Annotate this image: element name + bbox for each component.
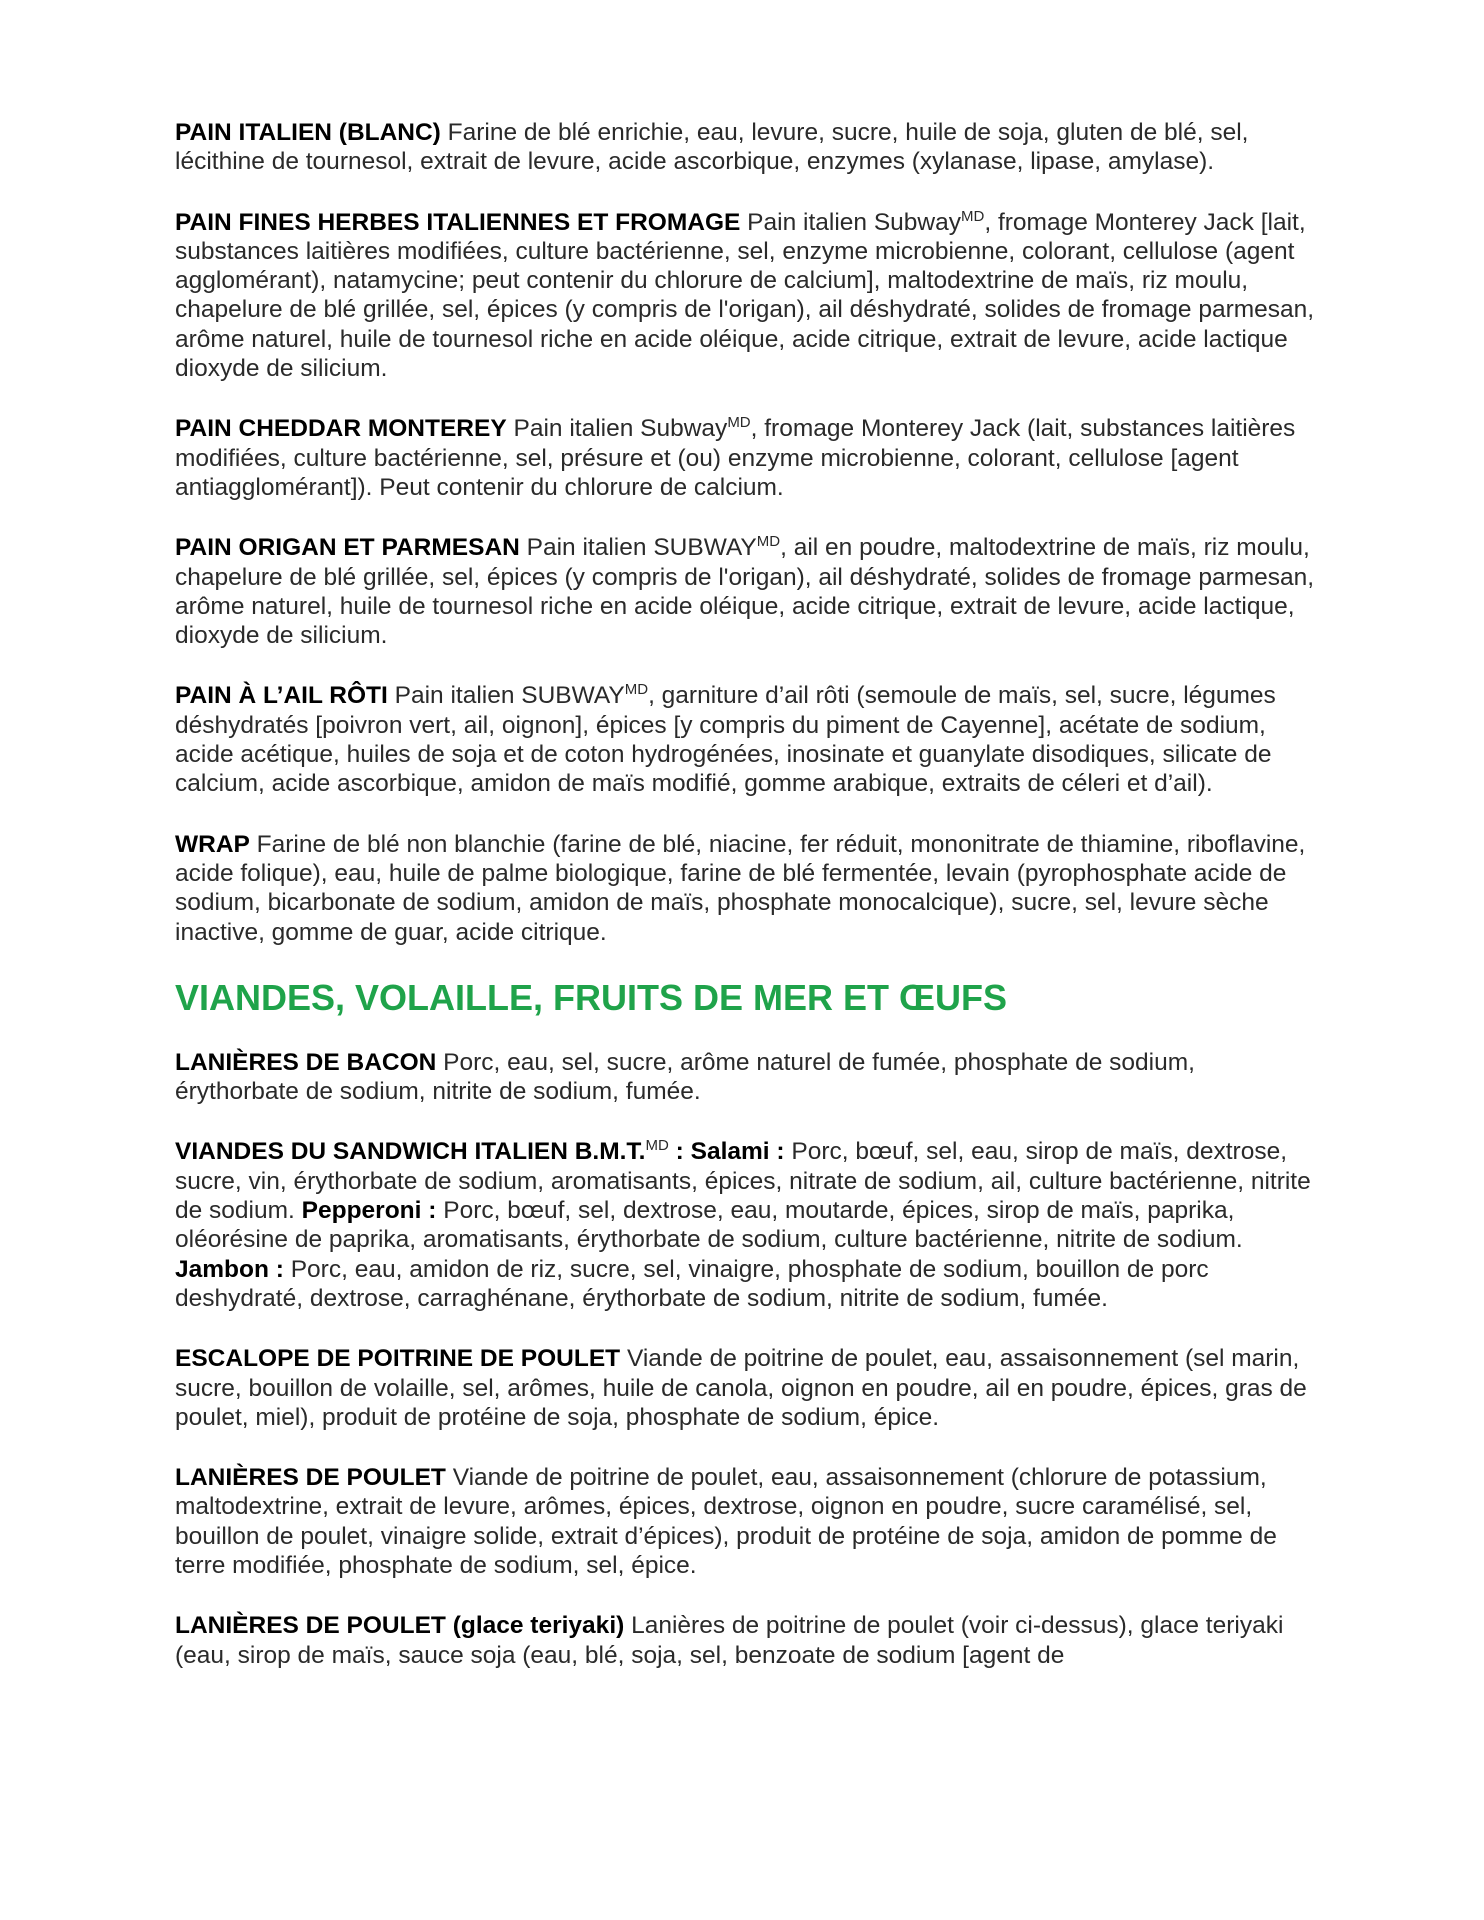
section-heading: VIANDES, VOLAILLE, FRUITS DE MER ET ŒUFS — [175, 976, 1008, 1018]
entry-text: Viande de poitrine de poulet, eau, assaisonnement (sel marin, sucre, bouillon de volaille, sel, arômes, huile de canola, oignon en poudre, ail en poudre, épices, gras de poulet, miel), produit de protéine de soja, phosphate de sodium, épice. — [175, 1345, 1307, 1431]
jambon-text: Porc, eau, amidon de riz, sucre, sel, vinaigre, phosphate de sodium, bouillon de porc deshydraté, dextrose, carraghénane, érythorbate de sodium, nitrite de sodium, fumée. — [175, 1255, 1209, 1312]
entry-pain-italien-blanc — [175, 118, 1325, 177]
entry-title: ESCALOPE DE POITRINE DE POULET — [175, 1345, 621, 1373]
entry-title: LANIÈRES DE POULET — [175, 1464, 446, 1492]
entry-title: PAIN À L’AIL RÔTI — [175, 682, 388, 710]
entry-text: , fromage Monterey Jack (lait, substances laitières modifiées, culture bactérienne, sel, présure et (ou) enzyme microbienne, colorant, cellulose [agent antiagglomérant]). Peut contenir du chlorure de calcium. — [175, 415, 1296, 501]
entry-text: Porc, eau, sel, sucre, arôme naturel de fumée, phosphate de sodium, érythorbate de sodium, nitrite de sodium, fumée. — [175, 1048, 1195, 1106]
entry-lanieres-bacon — [175, 1048, 1325, 1107]
entry-text: Farine de blé non blanchie (farine de blé, niacine, fer réduit, mononitrate de thiamine, riboflavine, acide folique), eau, huile de palme biologique, farine de blé fermentée, levain (pyrophosphate acide de sodium, bicarbonate de sodium, amidon de maïs, phosphate monocalcique), sucre, sel, levure sèche inactive, gomme de guar, acide citrique. — [175, 830, 1306, 946]
trademark-mark: MD — [727, 414, 751, 432]
pepperoni-text: Porc, bœuf, sel, dextrose, eau, moutarde, épices, sirop de maïs, paprika, oléorésine de paprika, aromatisants, érythorbate de sodium, culture bactérienne, nitrite de sodium. — [175, 1197, 1243, 1254]
document-body — [175, 118, 1325, 1701]
entry-text: Farine de blé enrichie, eau, levure, sucre, huile de soja, gluten de blé, sel, lécithine de tournesol, extrait de levure, acide ascorbique, enzymes (xylanase, lipase, amylase). — [175, 119, 1249, 176]
entry-title: PAIN ORIGAN ET PARMESAN — [175, 534, 520, 562]
entry-text: Viande de poitrine de poulet, eau, assaisonnement (chlorure de potassium, maltodextrine, extrait de levure, arômes, épices, dextrose, oignon en poudre, sucre caramélisé, sel, bouillon de poulet, vinaigre solide, extrait d’épices), produit de protéine de soja, amidon de pomme de terre modifiée, phosphate de sodium, sel, épice. — [175, 1464, 1277, 1579]
entry-title: WRAP — [175, 830, 250, 858]
entry-title: LANIÈRES DE POULET (glace teriyaki) — [175, 1612, 625, 1640]
entry-text: Pain italien SUBWAY — [519, 534, 757, 562]
entry-title: VIANDES DU SANDWICH ITALIEN B.M.T. — [175, 1138, 646, 1166]
entry-title: PAIN FINES HERBES ITALIENNES ET FROMAGE — [175, 208, 741, 236]
trademark-mark: MD — [756, 533, 781, 551]
entry-text: Pain italien Subway — [740, 208, 961, 236]
trademark-mark: MD — [961, 207, 985, 225]
entry-text: , garniture d’ail rôti (semoule de maïs, sel, sucre, légumes déshydratés [poivron vert, ail, oignon], épices [y compris du piment de Cayenne], acétate de sodium, acide acétique, huiles de soja et de coton hydrogénées, inosinate et guanylate disodiques, silicate de calcium, acide ascorbique, amidon de maïs modifié, gomme arabique, extraits de céleri et d’ail). — [175, 682, 1276, 798]
salami-text: Porc, bœuf, sel, eau, sirop de maïs, dextrose, sucre, vin, érythorbate de sodium, aromatisants, épices, nitrate de sodium, ail, culture bactérienne, nitrite de sodium. — [175, 1138, 1311, 1225]
entry-text: , ail en poudre, maltodextrine de maïs, riz moulu, chapelure de blé grillée, sel, épices (y compris de l'origan), ail déshydraté, solides de fromage parmesan, arôme naturel, huile de tournesol riche en acide oléique, acide citrique, extrait de levure, acide lactique, dioxyde de silicium. — [175, 534, 1315, 650]
entry-lanieres-poulet — [175, 1463, 1325, 1580]
entry-pain-fines-herbes — [175, 208, 1325, 384]
entry-title: LANIÈRES DE BACON — [175, 1048, 437, 1076]
entry-pain-origan-parmesan — [175, 533, 1325, 650]
entry-escalope-poulet — [175, 1344, 1325, 1432]
entry-pain-cheddar-monterey — [175, 414, 1325, 502]
entry-wrap — [175, 830, 1325, 947]
entry-text: Pain italien Subway — [506, 415, 728, 443]
trademark-mark: MD — [645, 1137, 669, 1155]
jambon-label: Jambon : — [175, 1255, 284, 1283]
entry-viandes-bmt — [175, 1137, 1325, 1313]
pepperoni-label: Pepperoni : — [301, 1197, 437, 1225]
entry-text: Lanières de poitrine de poulet (voir ci-dessus), glace teriyaki (eau, sirop de maïs, sauce soja (eau, blé, soja, sel, benzoate de sodium [agent de — [175, 1612, 1284, 1669]
entry-title: PAIN ITALIEN (BLANC) — [175, 119, 441, 146]
entry-text: Pain italien SUBWAY — [387, 682, 625, 710]
entry-pain-ail-roti — [175, 681, 1325, 798]
trademark-mark: MD — [624, 681, 649, 699]
entry-title: PAIN CHEDDAR MONTEREY — [175, 415, 507, 443]
entry-text: , fromage Monterey Jack [lait, substances laitières modifiées, culture bactérienne, sel, enzyme microbienne, colorant, cellulose (agent agglomérant), natamycine; peut contenir du chlorure de calcium], maltodextrine de maïs, riz moulu, chapelure de blé grillée, sel, épices (y compris de l'origan), ail déshydraté, solides de fromage parmesan, arôme naturel, huile de tournesol riche en acide oléique, acide citrique, extrait de levure, acide lactique dioxyde de silicium. — [175, 208, 1315, 383]
salami-label: : Salami : — [668, 1138, 785, 1166]
entry-lanieres-poulet-teriyaki — [175, 1611, 1325, 1670]
